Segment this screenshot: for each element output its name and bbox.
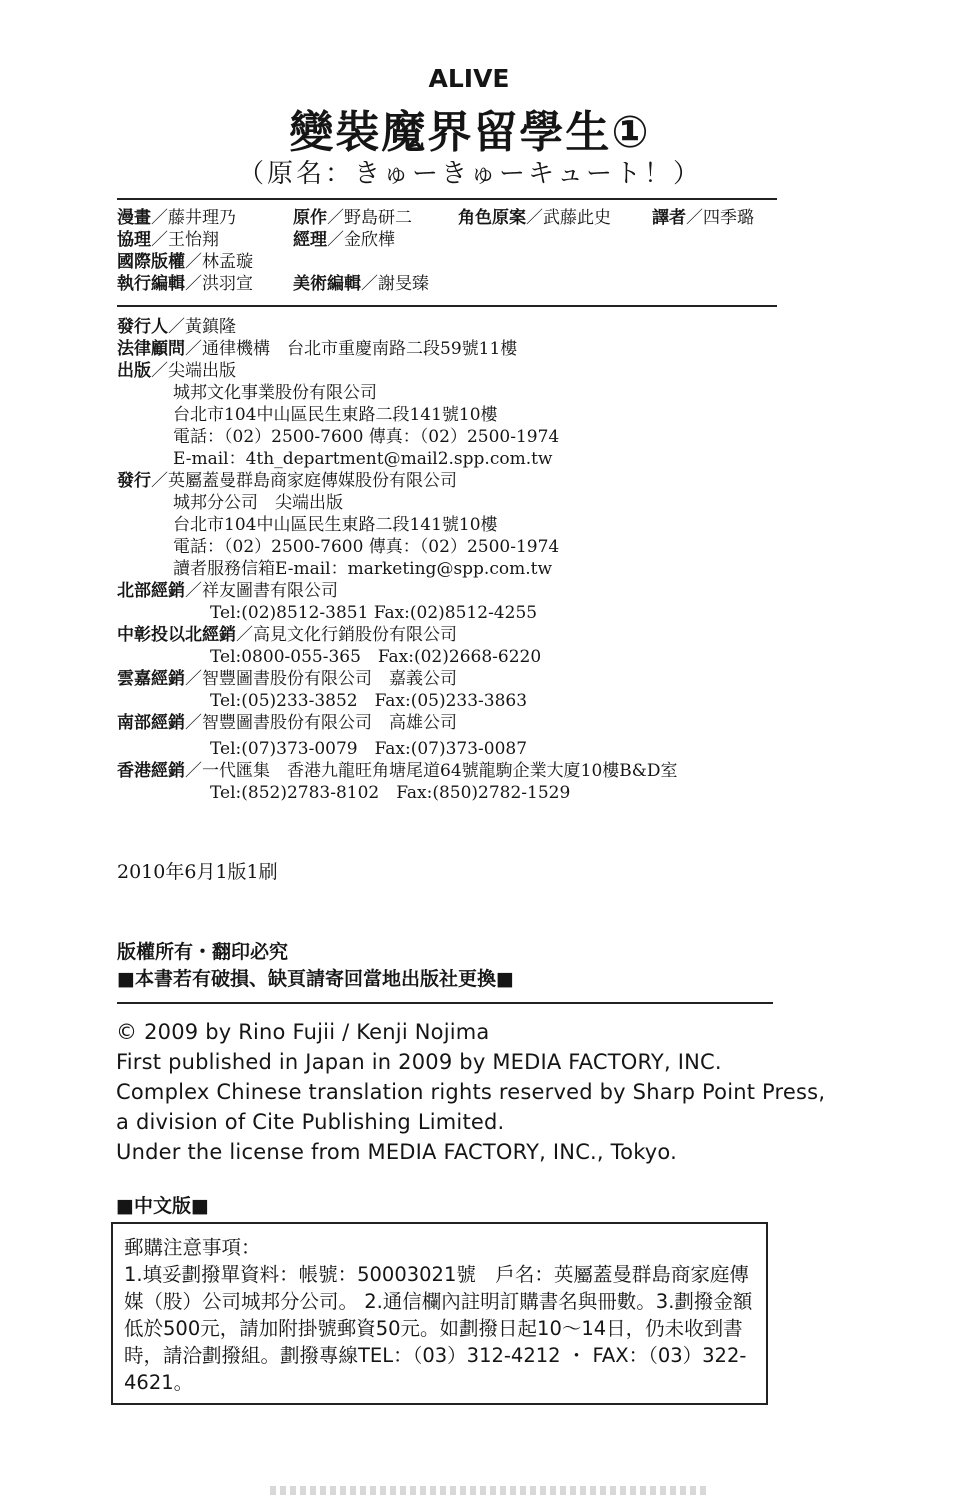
south-dist-line: 南部經銷／智豐圖書股份有限公司 高雄公司 [117,713,457,733]
north-dist-contact: Tel:(02)8512-3851 Fax:(02)8512-4255 [210,603,538,623]
credit-value: 洪羽宣 [202,274,253,294]
divider-rights [117,1002,773,1004]
credit-value: 野島研二 [344,208,412,228]
credit-exec-editor: 執行編輯／洪羽宣 [117,274,253,294]
rights-notice: 版權所有・翻印必究 [117,941,289,963]
pub-label: 法律顧問 [117,339,185,359]
central-dist-contact: Tel:0800-055-365 Fax:(02)2668-6220 [210,647,542,667]
barcode-strip [270,1486,710,1495]
press-company: 城邦文化事業股份有限公司 [173,383,377,403]
pub-value: 通律機構 台北市重慶南路二段59號11樓 [202,339,518,359]
distributor-line: 發行／英屬蓋曼群島商家庭傳媒股份有限公司 [117,471,457,491]
series-label: ALIVE [428,64,510,93]
credit-label: 漫畫 [117,208,151,228]
copyright-line: a division of Cite Publishing Limited. [116,1110,505,1134]
pub-value: 祥友圖書有限公司 [202,581,338,601]
press-address: 台北市104中山區民生東路二段141號10樓 [173,405,498,425]
mail-order-body: 1.填妥劃撥單資料：帳號：50003021號 戶名：英屬蓋曼群島商家庭傳媒（股）公司城邦分公司。 2.通信欄內註明訂購書名與冊數。3.劃撥金額低於500元，請加附掛號郵資50元。如劃撥日起10〜14日，仍未收到書時，請洽劃撥組。劃撥專線TEL：（03）312-4212 ・ FAX：（03）322-4621。 [124,1263,753,1394]
distributor-email: 讀者服務信箱E-mail：marketing@spp.com.tw [173,559,552,579]
credit-assistant: 協理／王怡翔 [117,230,219,250]
credit-translator: 譯者／四季璐 [652,208,754,228]
credit-intl-rights: 國際版權／林孟璇 [117,252,253,272]
publisher-line [117,316,236,338]
distributor-branch: 城邦分公司 尖端出版 [173,493,343,513]
pub-value: 高見文化行銷股份有限公司 [253,625,457,645]
credit-value: 藤井理乃 [168,208,236,228]
book-title: 變裝魔界留學生① [289,107,651,158]
pub-label: 發行 [117,471,151,491]
pub-label: 發行人 [117,317,168,337]
copyright-line: © 2009 by Rino Fujii / Kenji Nojima [116,1020,490,1044]
pub-label: 南部經銷 [117,713,185,733]
credit-value: 四季璐 [703,208,754,228]
pub-label: 香港經銷 [117,761,185,781]
credit-value: 王怡翔 [168,230,219,250]
credit-original-work: 原作／野島研二 [293,208,412,228]
yunjia-dist-contact: Tel:(05)233-3852 Fax:(05)233-3863 [210,691,528,711]
divider-credits [117,305,777,307]
pub-label: 出版 [117,361,151,381]
credit-value: 林孟璇 [202,252,253,272]
distributor-address: 台北市104中山區民生東路二段141號10樓 [173,515,498,535]
divider-top [117,198,777,200]
north-dist-line: 北部經銷／祥友圖書有限公司 [117,581,338,601]
credit-manga: 漫畫／藤井理乃 [117,208,236,228]
pub-label: 北部經銷 [117,581,185,601]
mail-order-title: 郵購注意事項： [124,1236,261,1259]
credit-art-editor: 美術編輯／謝旻臻 [293,274,429,294]
central-dist-line: 中彰投以北經銷／高見文化行銷股份有限公司 [117,625,457,645]
pub-value: 尖端出版 [168,361,236,381]
credit-value: 謝旻臻 [378,274,429,294]
pub-value: 智豐圖書股份有限公司 高雄公司 [202,713,457,733]
pub-label: 雲嘉經銷 [117,669,185,689]
original-title: （原名：きゅーきゅーキュート！） [237,159,702,189]
damage-notice: ■本書若有破損、缺頁請寄回當地出版社更換■ [117,968,514,990]
credit-value: 金欣樺 [344,230,395,250]
credit-label: 執行編輯 [117,274,185,294]
credit-value: 武藤此史 [543,208,611,228]
credit-label: 經理 [293,230,327,250]
credit-label: 協理 [117,230,151,250]
credit-label: 美術編輯 [293,274,361,294]
edition-date: 2010年6月1版1刷 [117,861,278,883]
distributor-phone: 電話：（02）2500-7600 傳真：（02）2500-1974 [173,537,560,557]
pub-value: 智豐圖書股份有限公司 嘉義公司 [202,669,457,689]
chinese-edition-label: ■中文版■ [116,1195,209,1217]
pub-separator: ／ [168,317,185,337]
press-phone: 電話：（02）2500-7600 傳真：（02）2500-1974 [173,427,560,447]
press-line: 出版／尖端出版 [117,361,236,381]
pub-value: 英屬蓋曼群島商家庭傳媒股份有限公司 [168,471,457,491]
legal-line: 法律顧問／通律機構 台北市重慶南路二段59號11樓 [117,339,518,359]
yunjia-dist-line: 雲嘉經銷／智豐圖書股份有限公司 嘉義公司 [117,669,457,689]
mail-order-box [111,1222,768,1405]
copyright-line: Under the license from MEDIA FACTORY, INC., Tokyo. [116,1140,677,1164]
pub-label: 中彰投以北經銷 [117,625,236,645]
credit-label: 角色原案 [458,208,526,228]
hk-dist-contact: Tel:(852)2783-8102 Fax:(850)2782-1529 [210,783,571,803]
south-dist-contact: Tel:(07)373-0079 Fax:(07)373-0087 [210,739,528,759]
copyright-line: Complex Chinese translation rights reserved by Sharp Point Press, [116,1080,826,1104]
credit-label: 原作 [293,208,327,228]
credit-label: 國際版權 [117,252,185,272]
pub-value: 一代匯集 香港九龍旺角塘尾道64號龍駒企業大廈10樓B&D室 [202,761,678,781]
credit-character-design: 角色原案／武藤此史 [458,208,611,228]
credit-label: 譯者 [652,208,686,228]
press-email: E-mail：4th_department@mail2.spp.com.tw [173,449,553,469]
copyright-line: First published in Japan in 2009 by MEDIA FACTORY, INC. [116,1050,722,1074]
credit-manager: 經理／金欣樺 [293,230,395,250]
hk-dist-line: 香港經銷／一代匯集 香港九龍旺角塘尾道64號龍駒企業大廈10樓B&D室 [117,761,678,781]
pub-value: 黃鎮隆 [185,317,236,337]
